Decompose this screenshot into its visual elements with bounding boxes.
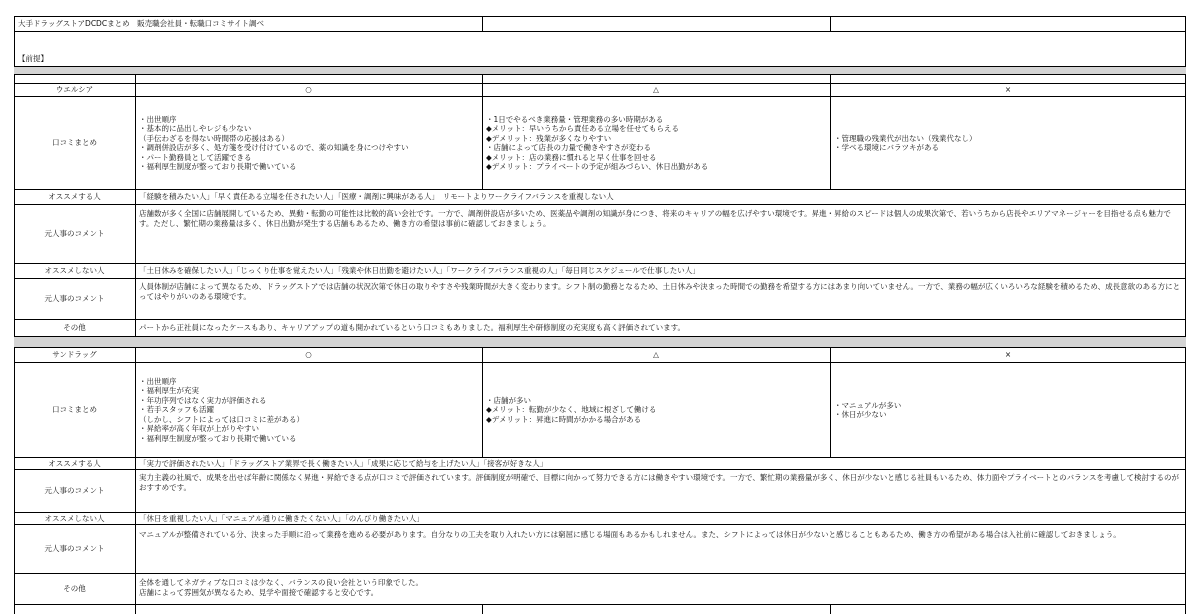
not-recommend-label: オススメしない人 [44, 513, 105, 523]
not-recommend-text: 「土日休みを確保したい人」「じっくり仕事を覚えたい人」「残業や休日出勤を避けたい人」「ワークライフバランス重視の人」「毎日同じスケジュールで仕事したい人」 [139, 266, 700, 276]
rating-bad-header: × [1004, 85, 1012, 95]
review-good: ・出世順序 ・福利厚生が充実 ・年功序列ではなく実力が評価される ・若手スタッフも活躍 （しかし、シフトによっては口コミに差がある） ・昇給率が高く年収が上がりやすい ・福利厚生制度が整っており長期で働いている [139, 376, 304, 443]
summary-heading: 【前提】 [18, 54, 48, 63]
other-text: パートから正社員になったケースもあり、キャリアアップの道も開かれているという口コミもありました。福利厚生や研修制度の充実度も高く評価されています。 [139, 323, 685, 333]
rating-good-header: ○ [305, 85, 312, 95]
document-title: 大手ドラッグストアDCDCまとめ 販売職会社員・転職口コミサイト調べ [18, 19, 265, 29]
hr-comment: マニュアルが整備されている分、決まった手順に沿って業務を進める必要があります。自分なりの工夫を取り入れたい方には窮屈に感じる場面もあるかもしれません。また、シフトによっては休日が少ないと感じることもあるため、働き方の希望がある場合は入社前に確認しておきましょう。 [139, 530, 1121, 539]
review-summary-label: 口コミまとめ [52, 138, 97, 148]
other-label: その他 [63, 584, 86, 594]
hr-comment-label: 元人事のコメント [44, 294, 105, 304]
review-good: ・出世順序 ・基本的に品出しやレジも少ない （手伝わざるを得ない時間帯の応援はある） ・調剤併設店が多く、処方箋を受け付けているので、薬の知識を身につけやすい ・パート勤務員として活躍できる ・福利厚生制度が整っており長期で働いている [139, 114, 409, 171]
other-label: その他 [63, 323, 86, 333]
not-recommend-text: 「休日を重視したい人」「マニュアル通りに働きたくない人」「のんびり働きたい人」 [139, 513, 424, 523]
review-neutral: ・店舗が多い ◆メリット：転勤が少なく、地域に根ざして働ける ◆デメリット：昇進に時間がかかる場合がある [486, 395, 657, 424]
hr-comment-label: 元人事のコメント [44, 486, 105, 496]
not-recommend-label: オススメしない人 [44, 266, 105, 276]
rating-good-header: ○ [305, 350, 312, 360]
rating-neutral-header: △ [653, 85, 659, 95]
rating-neutral-header: △ [653, 350, 659, 360]
hr-comment-label: 元人事のコメント [44, 229, 105, 239]
hr-comment: 人員体制が店舗によって異なるため、ドラッグストアでは店舗の状況次第で休日の取りやすさや残業時間が大きく変わります。シフト制の勤務となるため、土日休みや決まった時間での勤務を希望する方にはあまり向いていません。一方で、業務の幅が広くいろいろな経験を積めるため、成長意欲のある方にとってはやりがいのある環境です。 [139, 282, 1181, 301]
hr-comment: 実力主義の社風で、成果を出せば年齢に関係なく昇進・昇給できる点が口コミで評価されています。評価制度が明確で、目標に向かって努力できる方には働きやすい環境です。一方で、繁忙期の業務量が多く、休日が少ないと感じる社員もいるため、体力面やプライベートとのバランスを考慮して検討するのがおすすめです。 [139, 473, 1179, 492]
rating-bad-header: × [1004, 350, 1012, 360]
review-bad: ・管理職の残業代が出ない（残業代なし） ・学べる環境にバラツキがある [834, 133, 977, 152]
hr-comment: 店舗数が多く全国に店舗展開しているため、異動・転勤の可能性は比較的高い会社です。一方で、調剤併設店が多いため、医薬品や調剤の知識が身につき、将来のキャリアの幅を広げやすい環境です。昇進・昇給のスピードは個人の成果次第で、若いうちから店長やエリアマネージャーを目指せる点も魅力です。ただし、繁忙期の業務量は多く、休日出勤が発生する店舗もあるため、働き方の希望は事前に確認しておきましょう。 [139, 209, 1171, 228]
other-text: 全体を通してネガティブな口コミは少なく、バランスの良い会社という印象でした。 店舗によって雰囲気が異なるため、見学や面接で確認すると安心です。 [139, 578, 424, 597]
hr-comment-label: 元人事のコメント [44, 544, 105, 554]
summary-block [14, 32, 1186, 66]
spacer-row [14, 66, 1186, 74]
recommend-label: オススメする人 [48, 458, 101, 468]
recommend-text: 「実力で評価されたい人」「ドラッグストア業界で長く働きたい人」「成果に応じて給与を上げたい人」「接客が好きな人」 [139, 458, 548, 468]
recommend-text: 「経験を積みたい人」「早く責任ある立場を任されたい人」「医療・調剤に興味がある人」 リモートよりワークライフバランスを重視しない人 [139, 192, 614, 202]
company-name: ウエルシア [55, 85, 94, 95]
company-name: サンドラッグ [52, 350, 97, 360]
recommend-label: オススメする人 [48, 192, 101, 202]
review-summary-label: 口コミまとめ [52, 405, 97, 415]
review-neutral: ・1日でやるべき業務量・管理業務の多い時期がある ◆メリット：早いうちから責任ある立場を任せてもらえる ◆デメリット：残業が多くなりやすい ・店舗によって店長の力量で働きやすさが変わる ◆メリット：店の業務に慣れると早く仕事を回せる ◆デメリット：プライベートの予定が組みづらい、休日出勤がある [486, 114, 709, 171]
review-bad: ・マニュアルが多い ・休日が少ない [834, 400, 902, 419]
